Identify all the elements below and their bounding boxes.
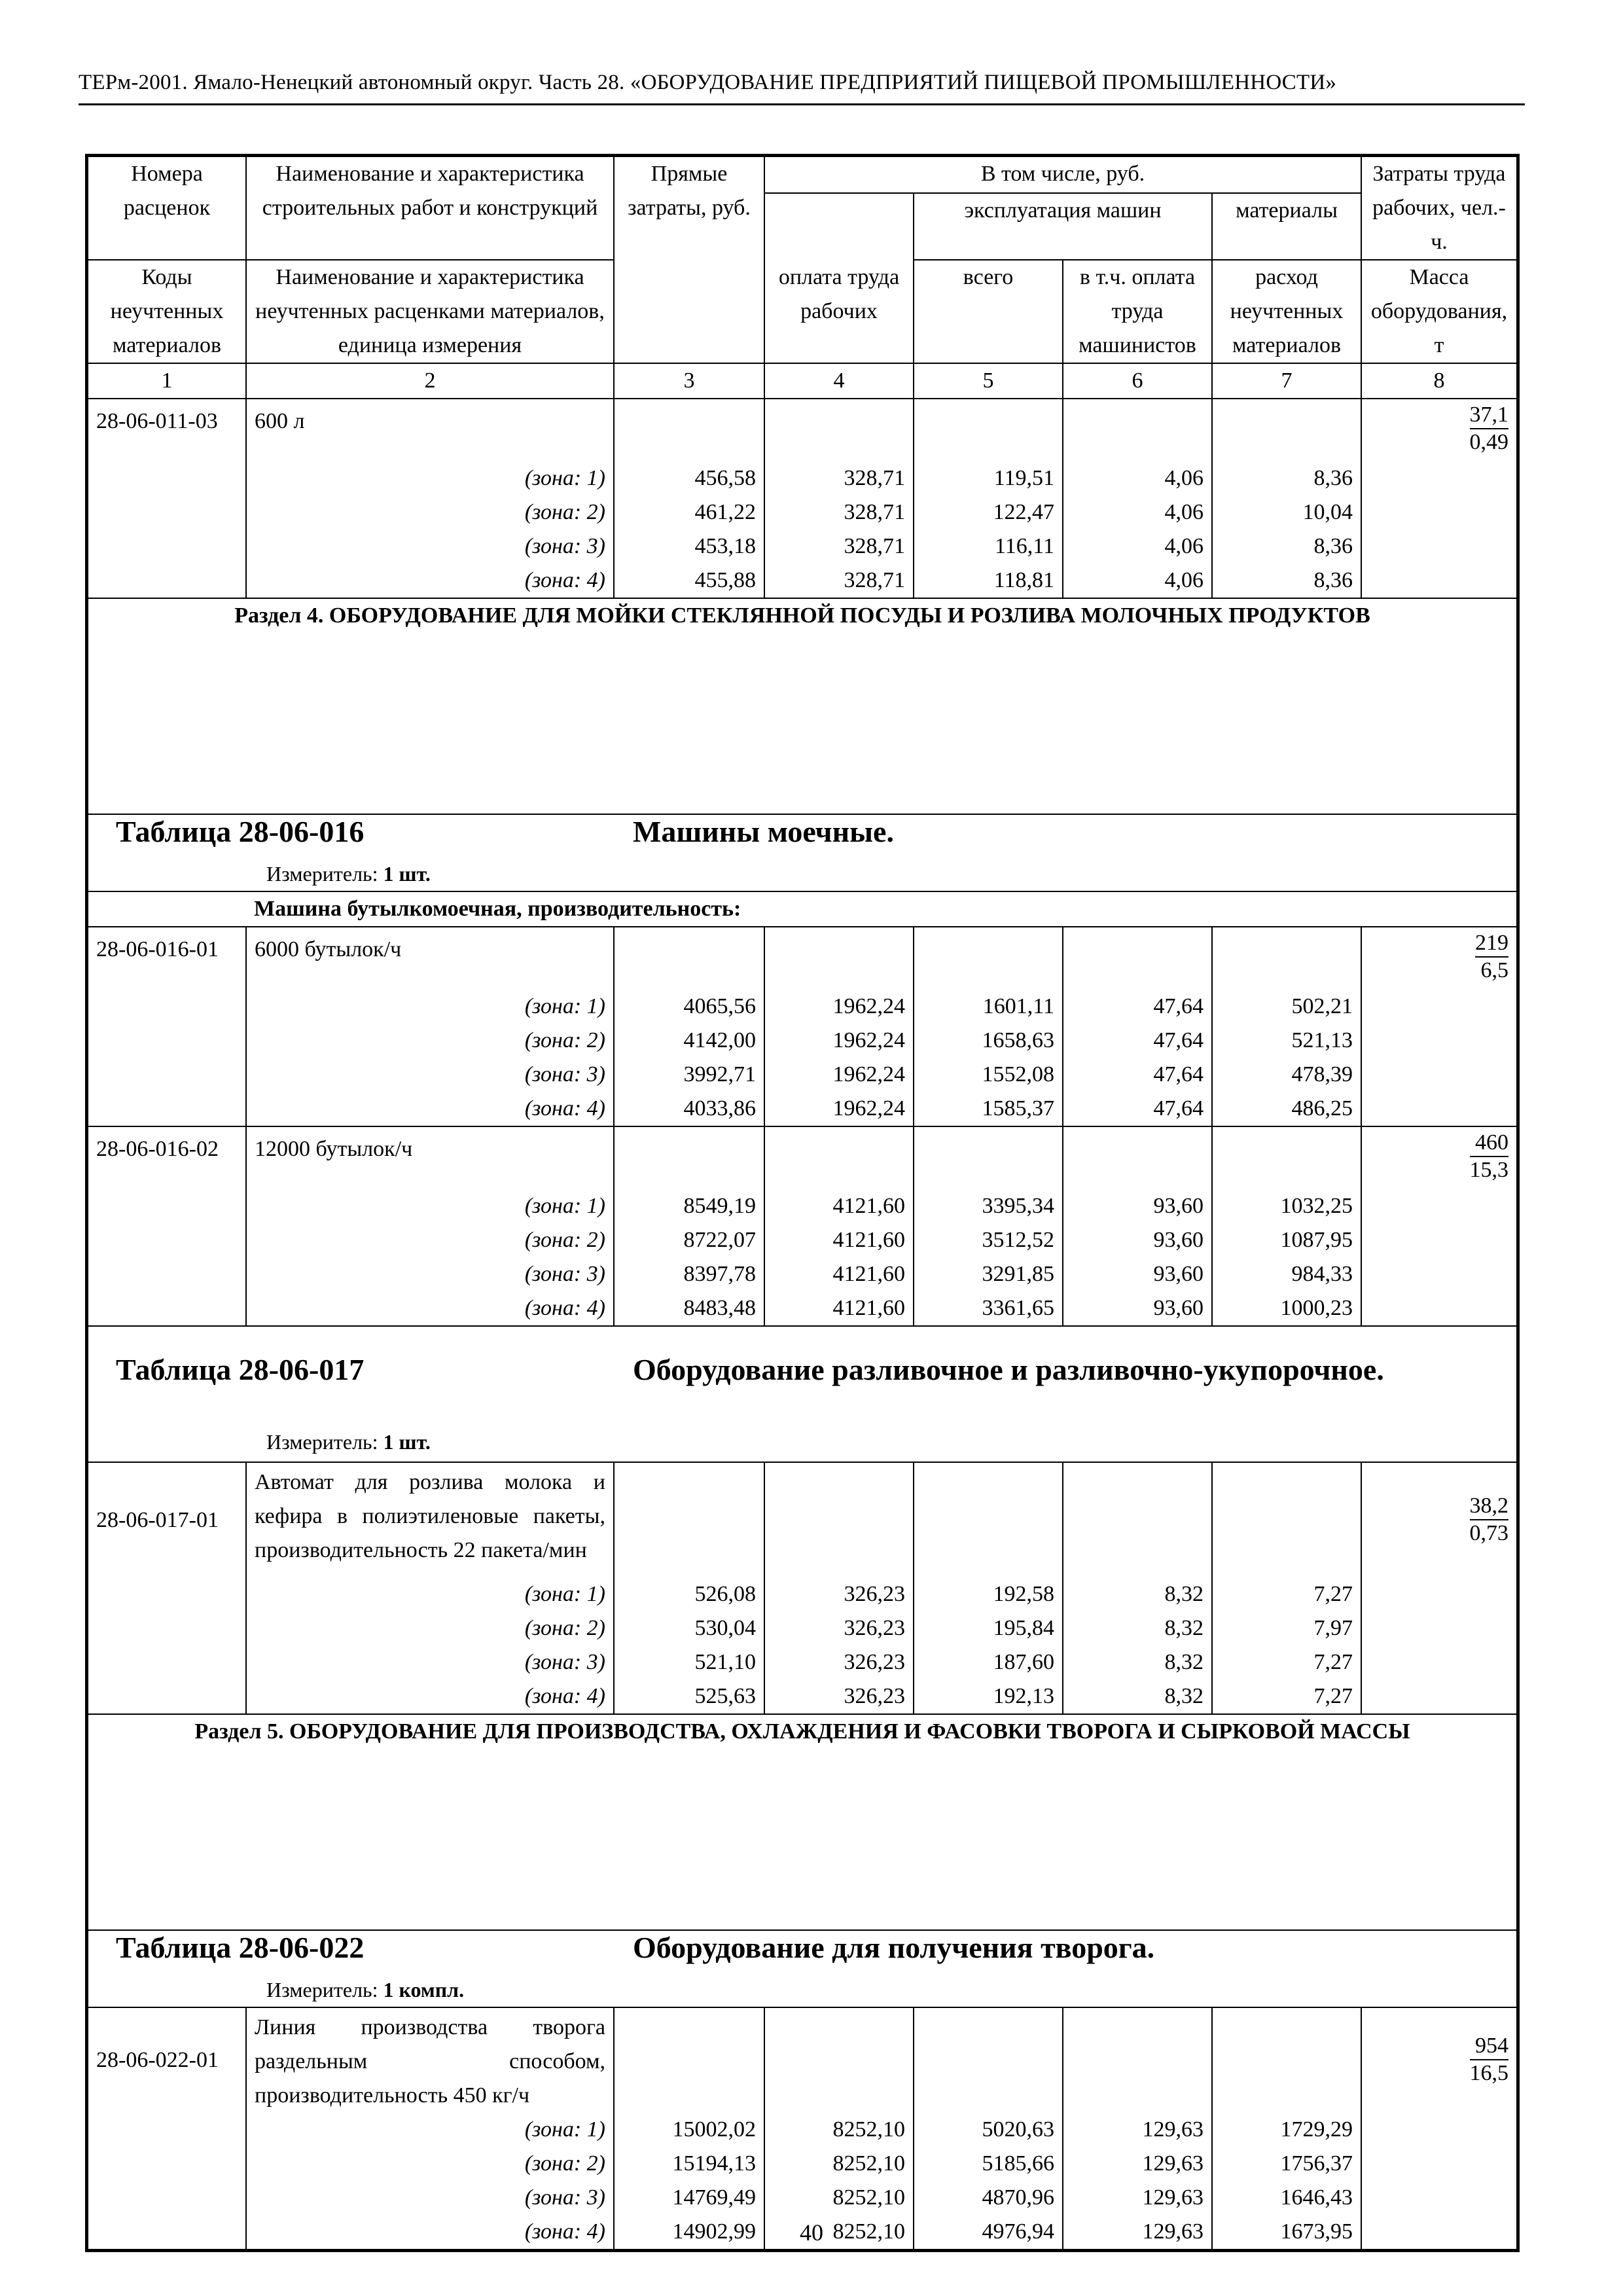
colnum-8: 8 — [1361, 363, 1517, 399]
rate-code: 28-06-016-01 — [88, 927, 246, 990]
hdr-col7: расход неучтенных материалов — [1212, 260, 1361, 363]
table-022-measure: Измеритель: 1 компл. — [266, 1978, 465, 2001]
labor-mass-fraction: $\frac{460}{15,3}$ — [1469, 1130, 1508, 1182]
zone-row: (зона: 4) 525,63 326,23 192,13 8,32 7,27 — [88, 1679, 1517, 1714]
hdr-col6: в т.ч. оплата труда машинистов — [1063, 260, 1212, 363]
zone-row: (зона: 4) 8483,48 4121,60 3361,65 93,60 1000,23 — [88, 1291, 1517, 1326]
zone-row: (зона: 4) 455,88 328,71 118,81 4,06 8,36 — [88, 564, 1517, 598]
section-5-title: Раздел 5. ОБОРУДОВАНИЕ ДЛЯ ПРОИЗВОДСТВА, ОХЛАЖДЕНИЯ И ФАСОВКИ ТВОРОГА И СЫРКОВОЙ МАССЫ — [88, 1714, 1517, 1930]
entry-row — [88, 1126, 1517, 1189]
colnum-2: 2 — [246, 363, 614, 399]
table-017-label: Таблица 28-06-017 — [116, 1353, 365, 1386]
hdr-group: В том числе, руб. — [764, 156, 1361, 193]
zone-row: (зона: 1) 526,08 326,23 192,58 8,32 7,27 — [88, 1577, 1517, 1611]
rate-name: 600 л — [246, 399, 614, 461]
running-head-rule — [79, 103, 1525, 105]
rate-name: Линия производства творога раздельным способом, производительность 450 кг/ч — [246, 2007, 614, 2113]
labor-mass-fraction: $\frac{954}{16,5}$ — [1469, 2034, 1508, 2085]
hdr-col1-top: Номера расценок — [88, 156, 246, 260]
labor-mass-fraction: $\frac{37,1}{0,49}$ — [1469, 403, 1508, 454]
hdr-materials: материалы — [1212, 193, 1361, 260]
zone-row: (зона: 1) 8549,19 4121,60 3395,34 93,60 1032,25 — [88, 1189, 1517, 1223]
rate-code: 28-06-017-01 — [88, 1462, 246, 1577]
labor-mass-fraction: $\frac{219}{6,5}$ — [1475, 931, 1508, 982]
zone-row: (зона: 3) 521,10 326,23 187,60 8,32 7,27 — [88, 1645, 1517, 1679]
entry-row — [88, 399, 1517, 461]
rate-code: 28-06-022-01 — [88, 2007, 246, 2113]
table-016-subheading: Машина бутылкомоечная, производительность: — [246, 891, 1517, 927]
colnum-5: 5 — [914, 363, 1063, 399]
rate-name: Автомат для розлива молока и кефира в полиэтиленовые пакеты, производительность 22 пакета/мин — [246, 1462, 614, 1577]
table-016-measure: Измеритель: 1 шт. — [266, 862, 431, 886]
table-017-title: Оборудование разливочное и разливочно-укупорочное. — [633, 1353, 1384, 1386]
zone-row: (зона: 1) 4065,56 1962,24 1601,11 47,64 502,21 — [88, 990, 1517, 1024]
table-016-label: Таблица 28-06-016 — [116, 815, 365, 848]
zone-row: (зона: 1) 456,58 328,71 119,51 4,06 8,36 — [88, 461, 1517, 495]
table-022-title: Оборудование для получения творога. — [633, 1931, 1155, 1964]
entry-row — [88, 1462, 1517, 1577]
zone-row: (зона: 4) 14902,99 8252,10 4976,94 129,63 1673,95 — [88, 2215, 1517, 2250]
hdr-col2-bottom: Наименование и характеристика неучтенных расценками материалов, единица измерения — [246, 260, 614, 363]
hdr-col2-top: Наименование и характеристика строительных работ и конструкций — [246, 156, 614, 260]
table-016-title: Машины моечные. — [633, 815, 894, 848]
hdr-col8-top: Затраты труда рабочих, чел.-ч. — [1361, 156, 1517, 260]
hdr-col4-blank — [764, 193, 914, 260]
rates-table — [87, 156, 1518, 2250]
zone-row: (зона: 1) 15002,02 8252,10 5020,63 129,63 1729,29 — [88, 2113, 1517, 2147]
zone-row: (зона: 2) 4142,00 1962,24 1658,63 47,64 521,13 — [88, 1024, 1517, 1058]
zone-row: (зона: 4) 4033,86 1962,24 1585,37 47,64 486,25 — [88, 1092, 1517, 1126]
entry-row — [88, 927, 1517, 990]
zone-row: (зона: 3) 8397,78 4121,60 3291,85 93,60 984,33 — [88, 1257, 1517, 1291]
rate-name: 12000 бутылок/ч — [246, 1126, 614, 1189]
colnum-6: 6 — [1063, 363, 1212, 399]
zone-row: (зона: 3) 14769,49 8252,10 4870,96 129,63 1646,43 — [88, 2181, 1517, 2215]
table-017-measure: Измеритель: 1 шт. — [266, 1430, 431, 1454]
rate-name: 6000 бутылок/ч — [246, 927, 614, 990]
rate-code: 28-06-016-02 — [88, 1126, 246, 1189]
zone-row: (зона: 2) 15194,13 8252,10 5185,66 129,63 1756,37 — [88, 2147, 1517, 2181]
zone-row: (зона: 3) 3992,71 1962,24 1552,08 47,64 478,39 — [88, 1058, 1517, 1092]
hdr-col1-bottom: Коды неучтенных материалов — [88, 260, 246, 363]
zone-row: (зона: 2) 530,04 326,23 195,84 8,32 7,97 — [88, 1611, 1517, 1645]
section-4-title: Раздел 4. ОБОРУДОВАНИЕ ДЛЯ МОЙКИ СТЕКЛЯННОЙ ПОСУДЫ И РОЗЛИВА МОЛОЧНЫХ ПРОДУКТОВ — [88, 598, 1517, 814]
hdr-col8-bottom: Масса оборудования, т — [1361, 260, 1517, 363]
hdr-col4: оплата труда рабочих — [764, 260, 914, 363]
page-number: 40 — [800, 2219, 823, 2246]
colnum-7: 7 — [1212, 363, 1361, 399]
entry-row — [88, 2007, 1517, 2113]
colnum-3: 3 — [614, 363, 764, 399]
table-022-label: Таблица 28-06-022 — [116, 1931, 365, 1964]
colnum-1: 1 — [88, 363, 246, 399]
zone-row: (зона: 2) 461,22 328,71 122,47 4,06 10,04 — [88, 495, 1517, 529]
hdr-col3: Прямые затраты, руб. — [614, 156, 764, 363]
hdr-col5: всего — [914, 260, 1063, 363]
labor-mass-fraction: $\frac{38,2}{0,73}$ — [1469, 1493, 1508, 1545]
zone-row: (зона: 3) 453,18 328,71 116,11 4,06 8,36 — [88, 529, 1517, 564]
rate-code: 28-06-011-03 — [88, 399, 246, 461]
running-head: ТЕРм-2001. Ямало-Ненецкий автономный округ. Часть 28. «ОБОРУДОВАНИЕ ПРЕДПРИЯТИЙ ПИЩЕВОЙ ПРОМЫШЛЕННОСТИ» — [79, 71, 1337, 94]
zone-row: (зона: 2) 8722,07 4121,60 3512,52 93,60 1087,95 — [88, 1223, 1517, 1257]
hdr-machines: эксплуатация машин — [914, 193, 1212, 260]
colnum-4: 4 — [764, 363, 914, 399]
